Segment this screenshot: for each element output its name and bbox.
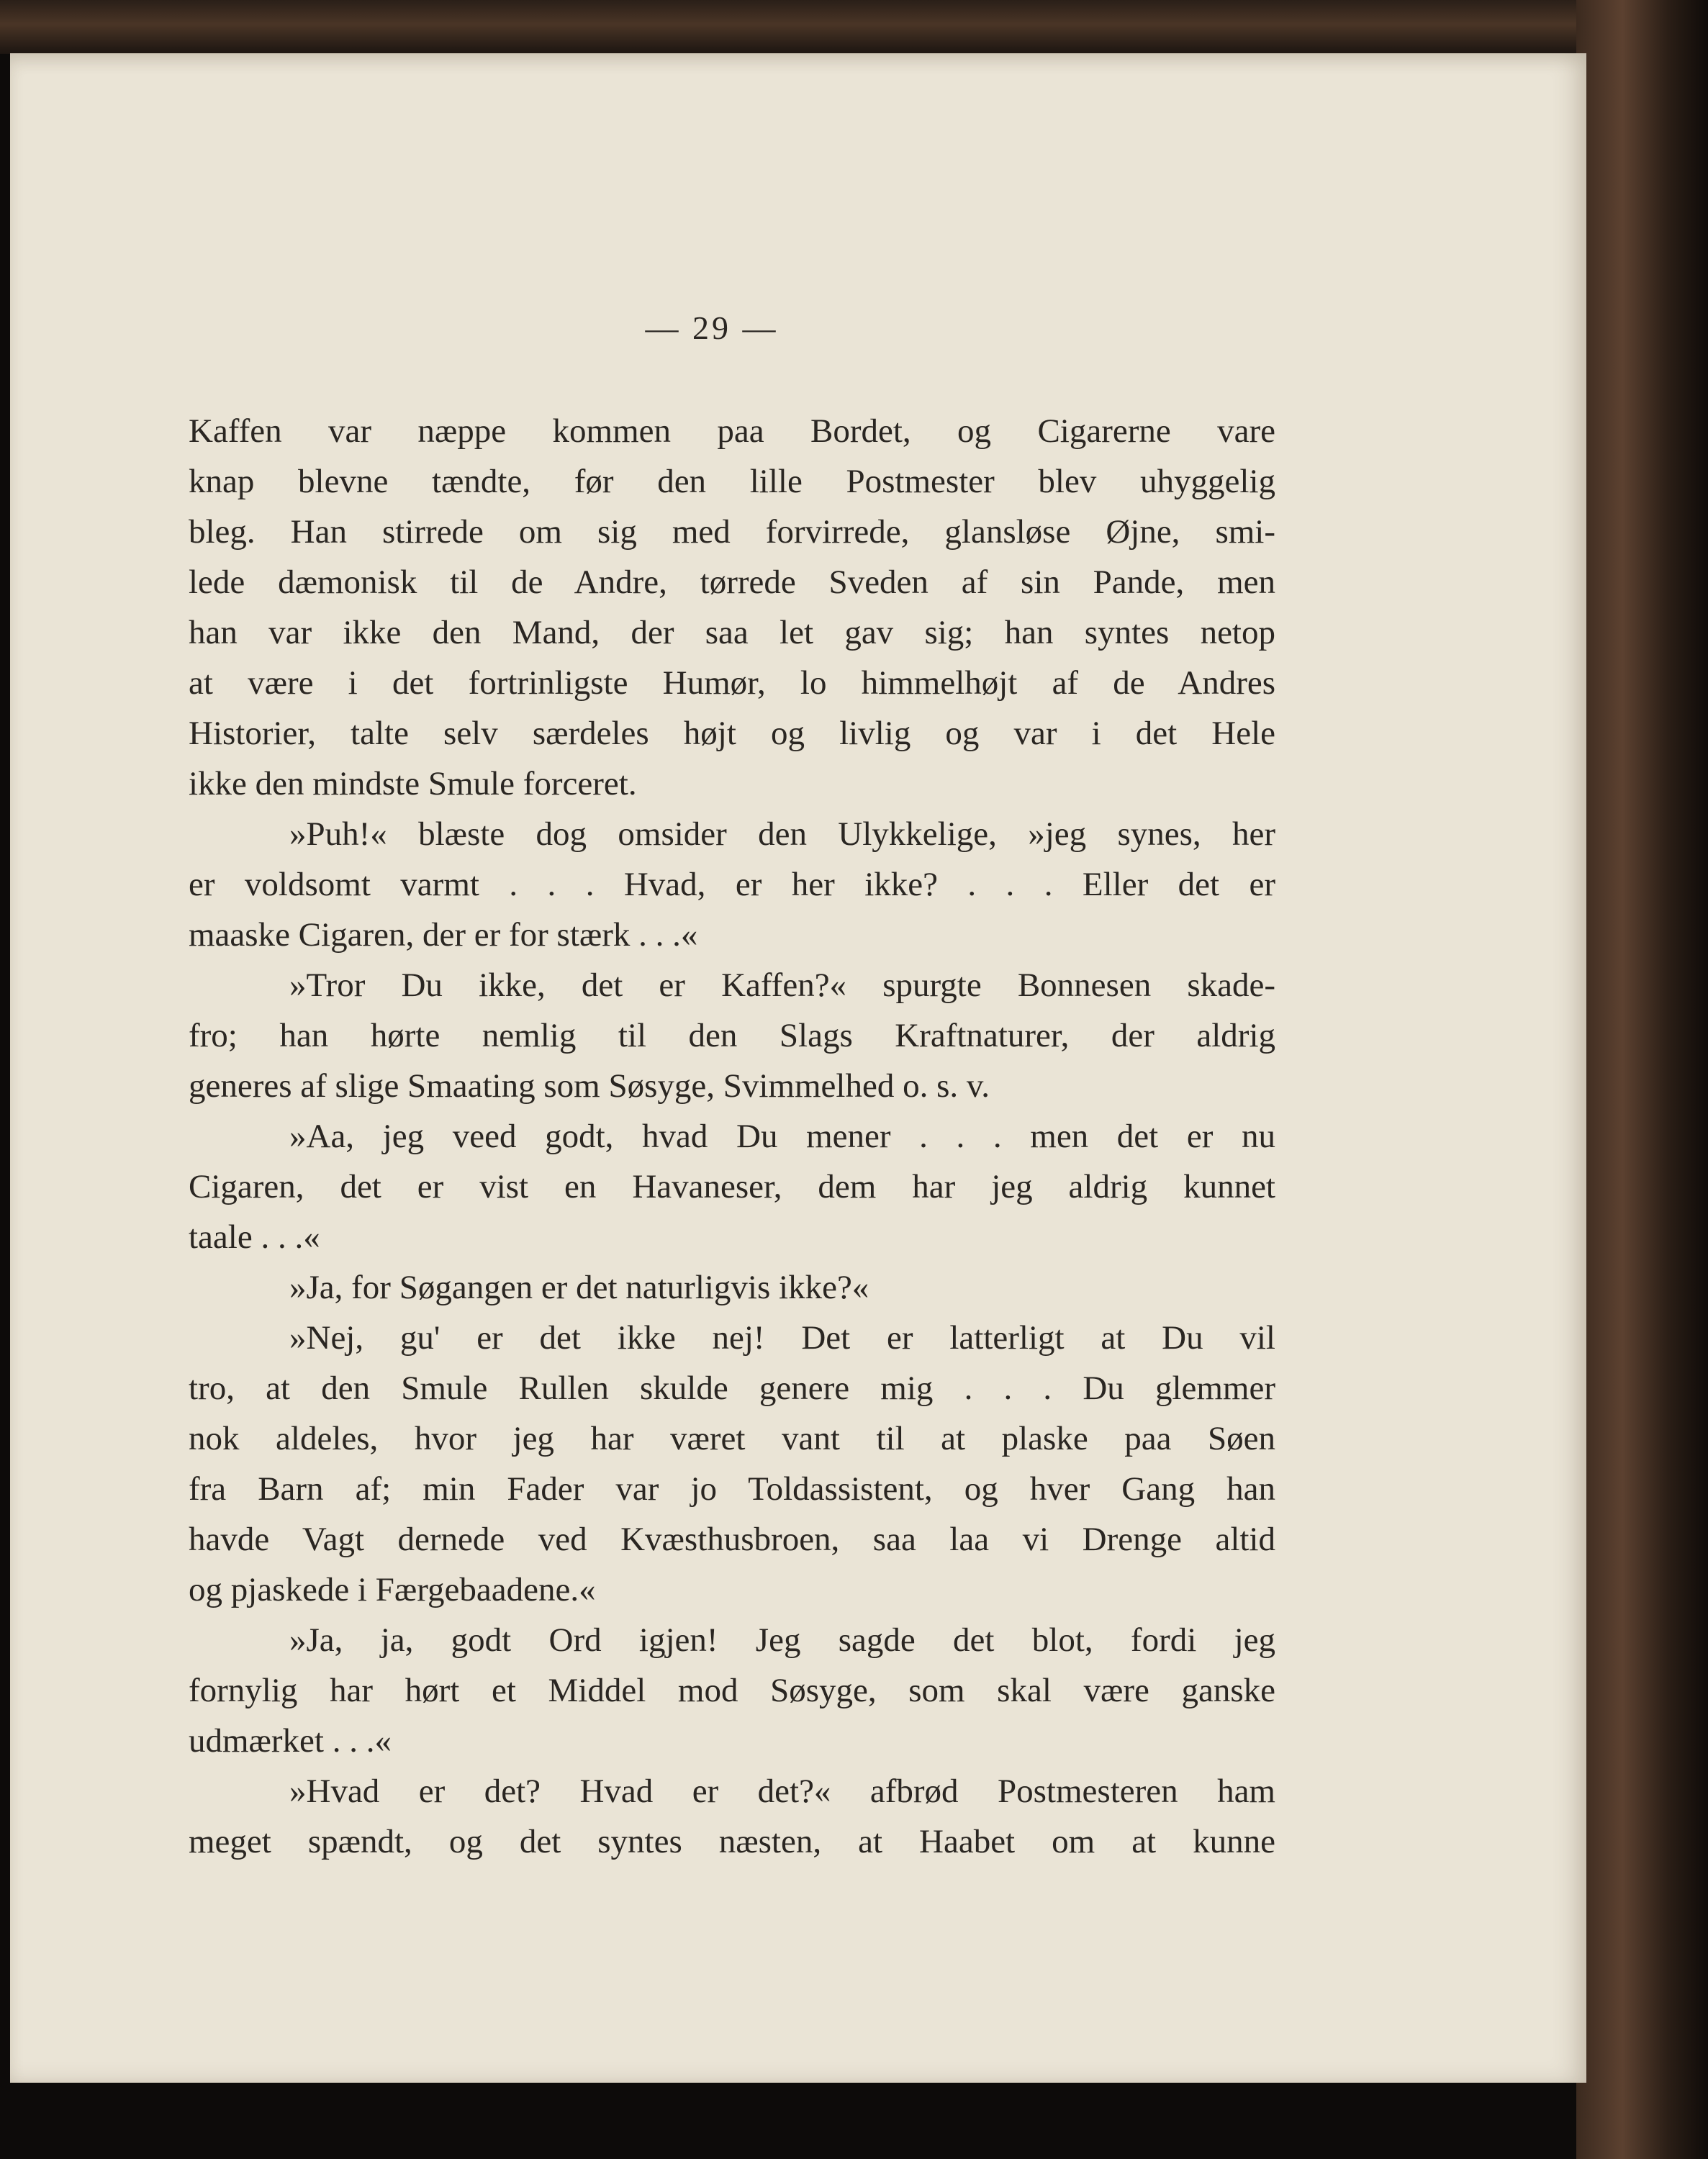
text-line: ikke den mindste Smule forceret. [189,765,637,802]
text-line: tro, at den Smule Rullen skulde genere mig . . . Du glemmer [189,1370,1275,1407]
text-line: bleg. Han stirrede om sig med forvirrede, glansløse Øjne, smi- [189,513,1275,551]
text-line: Cigaren, det er vist en Havaneser, dem har jeg aldrig kunnet [189,1168,1275,1205]
text-line: »Nej, gu' er det ikke nej! Det er latterligt at Du vil [289,1319,1275,1357]
text-line: fornylig har hørt et Middel mod Søsyge, som skal være ganske [189,1672,1275,1709]
text-line: »Ja, for Søgangen er det naturligvis ikke?« [289,1269,869,1306]
text-line: nok aldeles, hvor jeg har været vant til at plaske paa Søen [189,1420,1275,1457]
text-line: og pjaskede i Færgebaadene.« [189,1571,596,1608]
book-binding-top [0,0,1708,54]
text-line: Kaffen var næppe kommen paa Bordet, og Cigarerne vare [189,412,1275,450]
text-line: maaske Cigaren, der er for stærk . . .« [189,916,698,954]
text-line: Historier, talte selv særdeles højt og livlig og var i det Hele [189,715,1275,752]
text-line: »Puh!« blæste dog omsider den Ulykkelige, »jeg synes, her [289,815,1275,853]
body-text [189,406,1275,1867]
text-line: »Aa, jeg veed godt, hvad Du mener . . . men det er nu [289,1118,1275,1155]
text-line: »Tror Du ikke, det er Kaffen?« spurgte Bonnesen skade- [289,967,1275,1004]
text-line: knap blevne tændte, før den lille Postmester blev uhyggelig [189,463,1275,500]
text-line: han var ikke den Mand, der saa let gav sig; han syntes netop [189,614,1275,651]
paper-page [10,53,1586,2083]
text-line: »Hvad er det? Hvad er det?« afbrød Postmesteren ham [289,1773,1275,1810]
text-line: havde Vagt dernede ved Kvæsthusbroen, saa laa vi Drenge altid [189,1521,1275,1558]
text-line: udmærket . . .« [189,1722,392,1760]
text-line: meget spændt, og det syntes næsten, at Haabet om at kunne [189,1823,1275,1860]
text-line: generes af slige Smaating som Søsyge, Svimmelhed o. s. v. [189,1067,990,1105]
text-line: taale . . .« [189,1218,320,1256]
text-line: er voldsomt varmt . . . Hvad, er her ikke? . . . Eller det er [189,866,1275,903]
text-line: »Ja, ja, godt Ord igjen! Jeg sagde det blot, fordi jeg [289,1621,1275,1659]
text-line: fro; han hørte nemlig til den Slags Kraftnaturer, der aldrig [189,1017,1275,1054]
page-number: — 29 — [645,309,779,346]
text-line: at være i det fortrinligste Humør, lo himmelhøjt af de Andres [189,664,1275,702]
text-line: fra Barn af; min Fader var jo Toldassistent, og hver Gang han [189,1470,1275,1508]
book-cover-edge [1576,0,1708,2159]
text-line: lede dæmonisk til de Andre, tørrede Sveden af sin Pande, men [189,563,1275,601]
